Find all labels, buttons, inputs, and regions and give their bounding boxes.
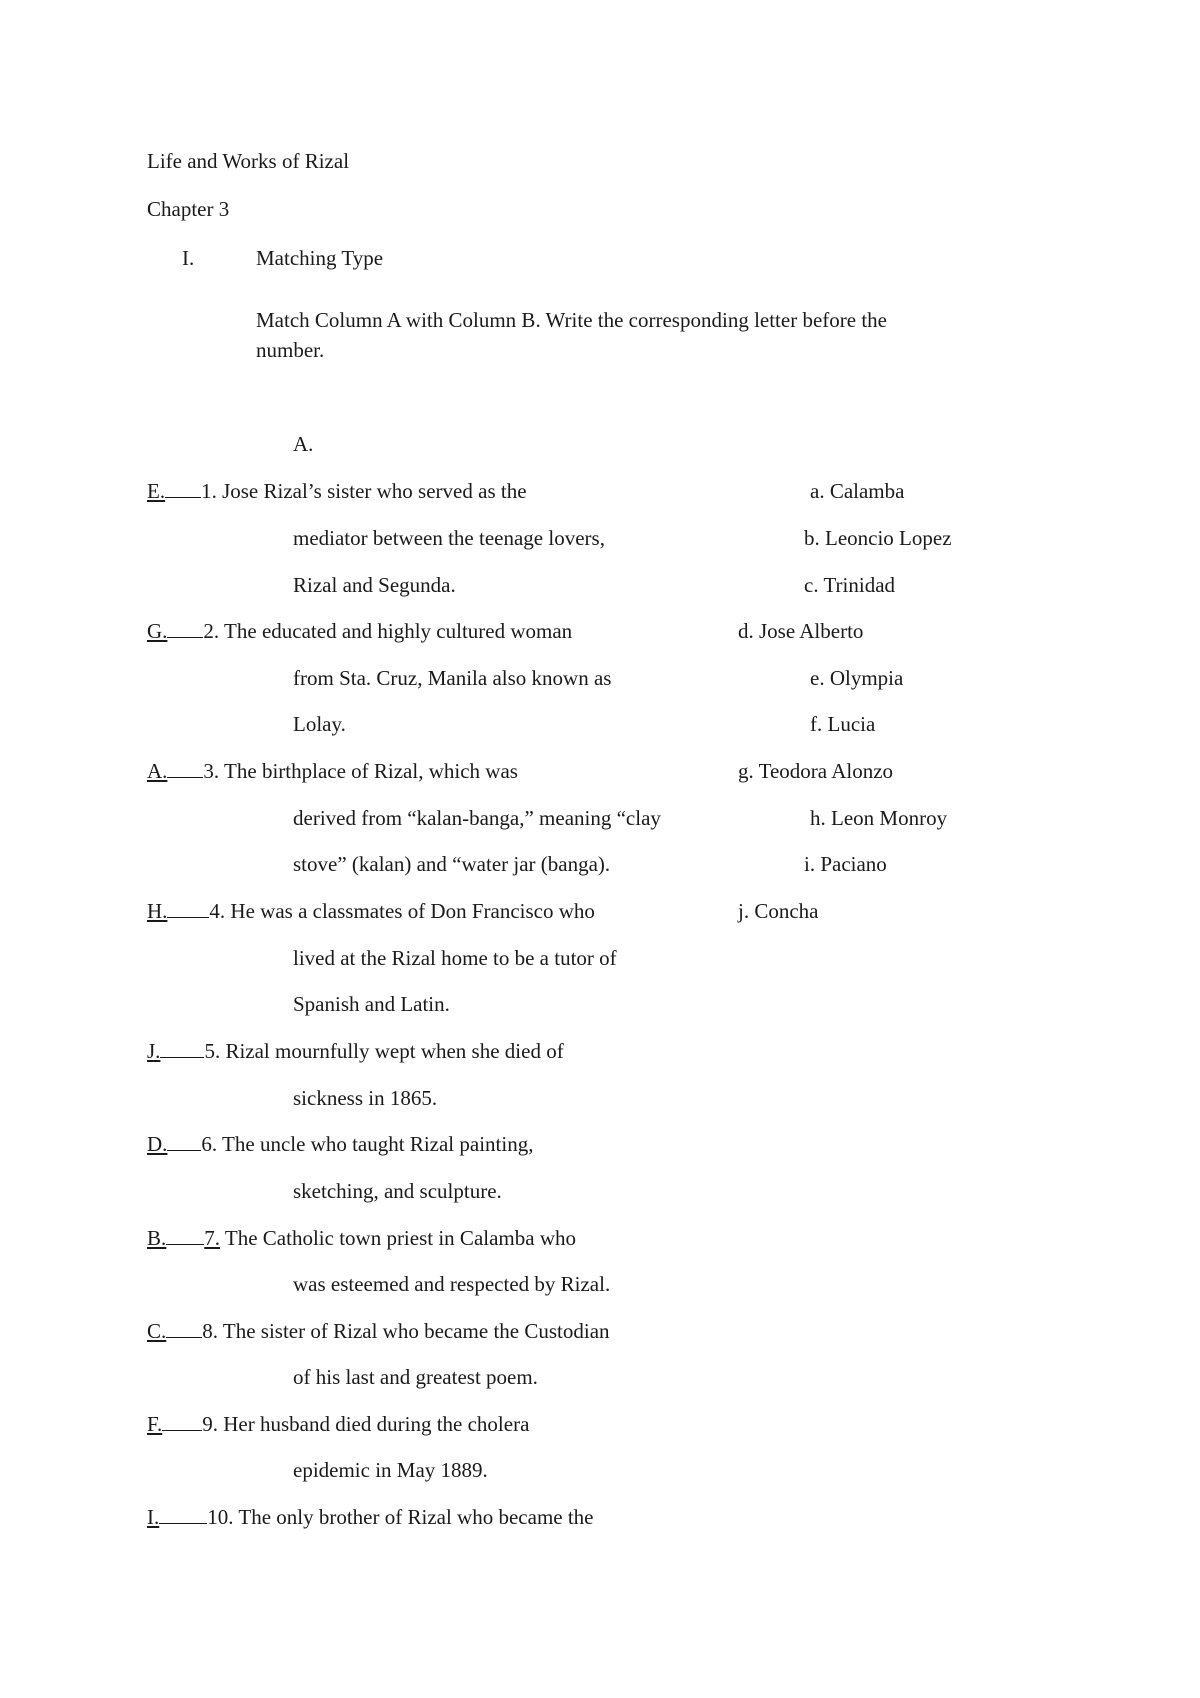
answer-letter: D. <box>147 1132 168 1156</box>
column-b-option-b: b. Leoncio Lopez <box>804 526 952 550</box>
answer-blank <box>159 1505 207 1524</box>
answer-blank <box>167 759 203 778</box>
answer-blank <box>166 1226 204 1245</box>
instruction-line-1: Match Column A with Column B. Write the corresponding letter before the <box>256 308 887 332</box>
item-text-continued: derived from “kalan-banga,” meaning “clay <box>293 806 661 830</box>
item-number: 1. <box>201 479 217 503</box>
column-b-option-f: f. Lucia <box>810 712 876 736</box>
item-number: 2. <box>203 619 220 643</box>
item-number: 10. <box>207 1505 234 1529</box>
item-number: 3. <box>203 759 220 783</box>
item-text-continued: from Sta. Cruz, Manila also known as <box>293 666 612 690</box>
list-item <box>147 1039 564 1063</box>
item-number: 9. <box>202 1412 218 1436</box>
item-text: The sister of Rizal who became the Custodian <box>222 1319 610 1343</box>
column-b-option-d: d. Jose Alberto <box>738 619 864 643</box>
instruction-line-2: number. <box>256 338 325 362</box>
item-text-continued: epidemic in May 1889. <box>293 1458 488 1482</box>
answer-blank <box>167 899 209 918</box>
item-number: 4. <box>209 899 226 923</box>
answer-blank <box>167 1132 201 1151</box>
answer-blank <box>166 1319 202 1338</box>
list-item <box>147 899 595 923</box>
column-b-option-h: h. Leon Monroy <box>810 806 948 830</box>
document-title: Life and Works of Rizal <box>147 149 350 173</box>
item-text: Rizal mournfully wept when she died of <box>225 1039 564 1063</box>
item-text-continued: sketching, and sculpture. <box>293 1179 502 1203</box>
item-text-continued: mediator between the teenage lovers, <box>293 526 605 550</box>
item-text: He was a classmates of Don Francisco who <box>230 899 595 923</box>
answer-letter: G. <box>147 619 168 643</box>
item-number: 7. <box>204 1226 221 1250</box>
answer-letter: C. <box>147 1319 167 1343</box>
answer-letter: F. <box>147 1412 163 1436</box>
answer-blank <box>162 1412 202 1431</box>
answer-blank <box>160 1039 204 1058</box>
item-text: Jose Rizal’s sister who served as the <box>222 479 527 503</box>
list-item <box>147 1132 533 1156</box>
item-text-continued: of his last and greatest poem. <box>293 1365 538 1389</box>
column-b-option-i: i. Paciano <box>804 852 887 876</box>
answer-letter: A. <box>147 759 168 783</box>
list-item <box>147 759 518 783</box>
answer-letter: J. <box>147 1039 161 1063</box>
column-a-label: A. <box>293 432 314 456</box>
answer-letter: H. <box>147 899 168 923</box>
item-number: 8. <box>202 1319 219 1343</box>
answer-blank <box>167 619 203 638</box>
item-text-continued: stove” (kalan) and “water jar (banga). <box>293 852 611 876</box>
item-text-continued: Spanish and Latin. <box>293 992 450 1016</box>
answer-letter: E. <box>147 479 166 503</box>
section-title: Matching Type <box>256 246 384 270</box>
item-text: The birthplace of Rizal, which was <box>224 759 518 783</box>
column-b-option-g: g. Teodora Alonzo <box>738 759 894 783</box>
item-text: Her husband died during the cholera <box>223 1412 530 1436</box>
item-number: 6. <box>201 1132 218 1156</box>
list-item <box>147 1505 594 1529</box>
item-number: 5. <box>204 1039 221 1063</box>
list-item <box>147 1319 610 1343</box>
list-item <box>147 619 572 643</box>
section-numeral: I. <box>182 246 195 270</box>
answer-letter: I. <box>147 1505 160 1529</box>
item-text: The only brother of Rizal who became the <box>238 1505 594 1529</box>
item-text: The educated and highly cultured woman <box>224 619 573 643</box>
item-text-continued: lived at the Rizal home to be a tutor of <box>293 946 617 970</box>
column-b-option-c: c. Trinidad <box>804 573 896 597</box>
list-item <box>147 1412 529 1436</box>
item-text-continued: sickness in 1865. <box>293 1086 438 1110</box>
column-b-option-e: e. Olympia <box>810 666 904 690</box>
item-text: The Catholic town priest in Calamba who <box>224 1226 576 1250</box>
answer-letter: B. <box>147 1226 167 1250</box>
chapter-label: Chapter 3 <box>147 197 230 221</box>
item-text-continued: was esteemed and respected by Rizal. <box>293 1272 611 1296</box>
item-text: The uncle who taught Rizal painting, <box>222 1132 534 1156</box>
list-item <box>147 479 527 503</box>
answer-blank <box>165 479 201 498</box>
item-text-continued: Rizal and Segunda. <box>293 573 456 597</box>
column-b-option-a: a. Calamba <box>810 479 905 503</box>
column-b-option-j: j. Concha <box>738 899 819 923</box>
item-text-continued: Lolay. <box>293 712 346 736</box>
list-item <box>147 1226 576 1250</box>
